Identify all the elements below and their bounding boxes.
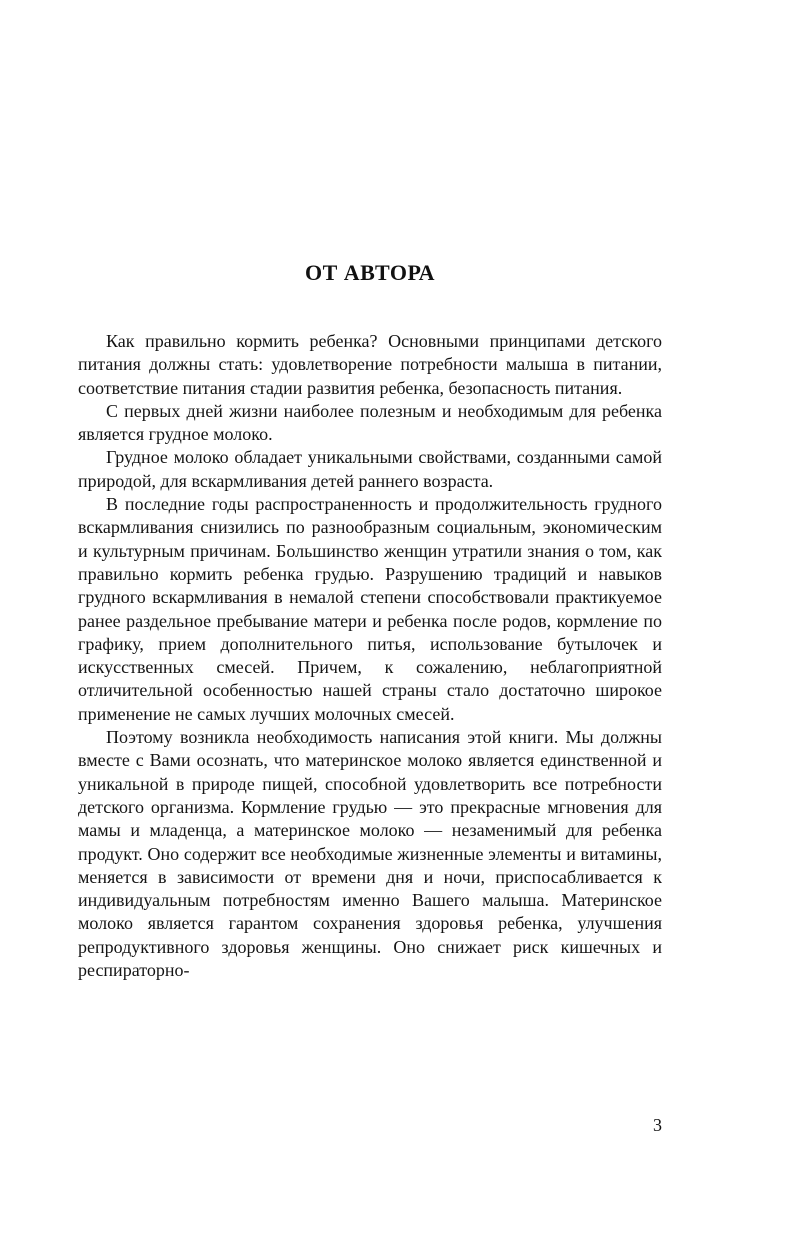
paragraph-1: Как правильно кормить ребенка? Основными принципами детского питания должны стать: удовлетворение потребности малыша в питании, соответствие питания стадии развития ребенка, безопасность питания. bbox=[78, 331, 662, 398]
page-number: 3 bbox=[653, 1115, 662, 1135]
paragraph-5: Поэтому возникла необходимость написания этой книги. Мы должны вместе с Вами осознать, что материнское молоко является единственной и уникальной в природе пищей, способной удовлетворить все потребности детского организма. Кормление грудью — это прекрасные мгновения для мамы и младенца, а материнское молоко — незаменимый для ребенка продукт. Оно содержит все необходимые жизненные элементы и витамины, меняется в зависимости от времени дня и ночи, приспосабливается к индивидуальным потребностям именно Вашего малыша. Материнское молоко является гарантом сохранения здоровья ребенка, улучшения репродуктивного здоровья женщины. Оно снижает риск кишечных и респираторно- bbox=[78, 727, 662, 981]
page-title: ОТ АВТОРА bbox=[304, 260, 436, 285]
paragraph-4: В последние годы распространенность и продолжительность грудного вскармливания снизились по разнообразным социальным, экономическим и культурным причинам. Большинство женщин утратили знания о том, как правильно кормить ребенка грудью. Разрушению традиций и навыков грудного вскармливания в немалой степени способствовали практикуемое ранее раздельное пребывание матери и ребенка после родов, кормление по графику, прием дополнительного питья, использование бутылочек и искусственных смесей. Причем, к сожалению, неблагоприятной отличительной особенностью нашей страны стало достаточно широкое применение не самых лучших молочных смесей. bbox=[78, 494, 662, 724]
page-body bbox=[78, 330, 662, 982]
paragraph-3: Грудное молоко обладает уникальными свойствами, созданными самой природой, для вскармливания детей раннего возраста. bbox=[78, 447, 662, 491]
paragraph-2: С первых дней жизни наиболее полезным и необходимым для ребенка является грудное молоко. bbox=[78, 400, 662, 445]
